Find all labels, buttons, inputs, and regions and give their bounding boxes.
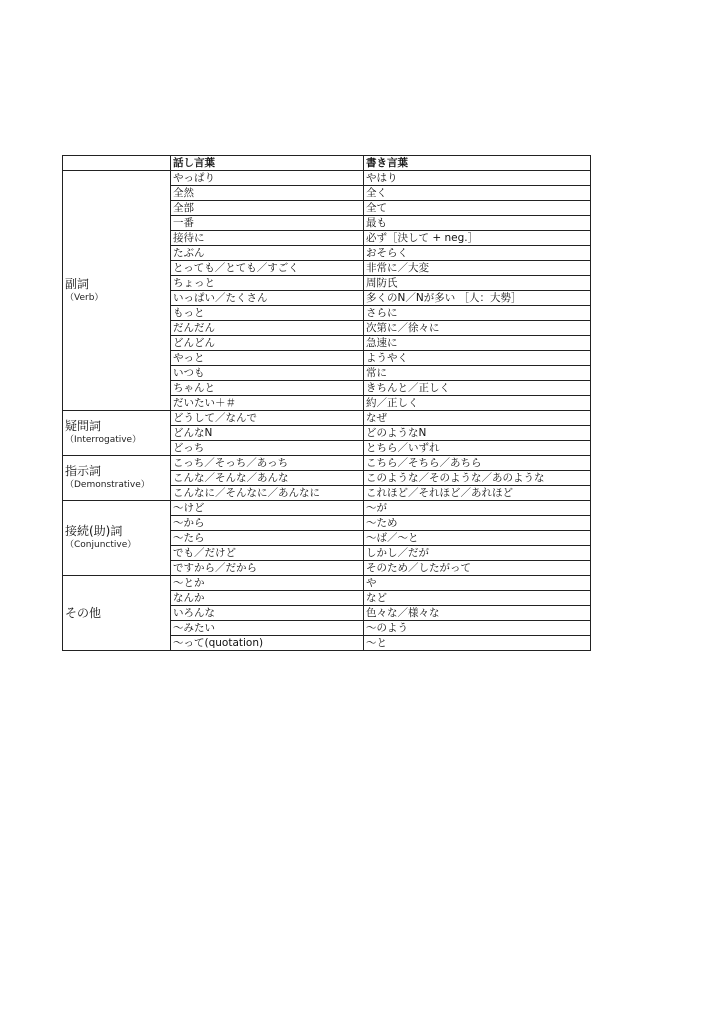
written-cell: 周防氏 bbox=[364, 276, 591, 291]
written-cell: これほど／それほど／あれほど bbox=[364, 486, 591, 501]
written-cell: 多くのN／Nが多い ［人：大勢］ bbox=[364, 291, 591, 306]
written-cell: 非常に／大変 bbox=[364, 261, 591, 276]
spoken-cell: いつも bbox=[171, 366, 364, 381]
category-label: 接続(助)詞 bbox=[65, 524, 123, 538]
written-cell: 約／正しく bbox=[364, 396, 591, 411]
category-label: 副詞 bbox=[65, 276, 90, 291]
spoken-cell: こんなに／そんなに／あんなに bbox=[171, 486, 364, 501]
category-label: 指示詞 bbox=[65, 464, 102, 478]
written-cell: このような／そのような／あのような bbox=[364, 471, 591, 486]
spoken-cell: いろんな bbox=[171, 606, 364, 621]
written-cell: きちんと／正しく bbox=[364, 381, 591, 396]
spoken-cell: どうして／なんで bbox=[171, 411, 364, 426]
spoken-cell: こんな／そんな／あんな bbox=[171, 471, 364, 486]
header-row bbox=[63, 156, 591, 171]
written-cell: ～が bbox=[364, 501, 591, 516]
category-english-label: （Conjunctive） bbox=[65, 540, 137, 550]
written-cell: なぜ bbox=[364, 411, 591, 426]
spoken-cell: ～って(quotation) bbox=[171, 636, 364, 651]
written-cell: 次第に／徐々に bbox=[364, 321, 591, 336]
category-label: 疑問詞 bbox=[65, 419, 102, 433]
spoken-cell: 全然 bbox=[171, 186, 364, 201]
spoken-cell: もっと bbox=[171, 306, 364, 321]
written-cell: どのようなN bbox=[364, 426, 591, 441]
spoken-cell: ～とか bbox=[171, 576, 364, 591]
written-cell: とちら／いずれ bbox=[364, 441, 591, 456]
written-cell: 最も bbox=[364, 216, 591, 231]
header-blank-cell bbox=[63, 156, 171, 171]
written-cell: ～と bbox=[364, 636, 591, 651]
table-row bbox=[63, 411, 591, 426]
written-cell: ～ば／～と bbox=[364, 531, 591, 546]
table-body bbox=[63, 171, 591, 651]
spoken-cell: 全部 bbox=[171, 201, 364, 216]
spoken-cell: いっぱい／たくさん bbox=[171, 291, 364, 306]
category-label: その他 bbox=[65, 606, 102, 620]
spoken-cell: ～から bbox=[171, 516, 364, 531]
spoken-cell: どんどん bbox=[171, 336, 364, 351]
written-cell: 全て bbox=[364, 201, 591, 216]
spoken-cell: ちゃんと bbox=[171, 381, 364, 396]
table-row bbox=[63, 576, 591, 591]
written-cell: 必ず［決して + neg.］ bbox=[364, 231, 591, 246]
written-cell: や bbox=[364, 576, 591, 591]
written-cell: 急速に bbox=[364, 336, 591, 351]
spoken-cell: ～けど bbox=[171, 501, 364, 516]
category-english-label: （Interrogative） bbox=[65, 435, 142, 445]
spoken-cell: どんなN bbox=[171, 426, 364, 441]
spoken-cell: ちょっと bbox=[171, 276, 364, 291]
header-written: 書き言葉 bbox=[364, 156, 591, 171]
category-english-label: （Demonstrative） bbox=[65, 480, 150, 490]
written-cell: おそらく bbox=[364, 246, 591, 261]
written-cell: こちら／そちら／あちら bbox=[364, 456, 591, 471]
vocabulary-table bbox=[62, 155, 591, 651]
table-row bbox=[63, 456, 591, 471]
written-cell: 常に bbox=[364, 366, 591, 381]
spoken-cell: 一番 bbox=[171, 216, 364, 231]
spoken-cell: どっち bbox=[171, 441, 364, 456]
spoken-cell: だいたい＋＃ bbox=[171, 396, 364, 411]
spoken-cell: だんだん bbox=[171, 321, 364, 336]
spoken-cell: ～みたい bbox=[171, 621, 364, 636]
written-cell: さらに bbox=[364, 306, 591, 321]
category-cell bbox=[63, 501, 171, 576]
spoken-cell: ですから／だから bbox=[171, 561, 364, 576]
category-cell bbox=[63, 456, 171, 501]
table-row bbox=[63, 171, 591, 186]
category-cell bbox=[63, 171, 171, 411]
spoken-cell: でも／だけど bbox=[171, 546, 364, 561]
spoken-cell: こっち／そっち／あっち bbox=[171, 456, 364, 471]
written-cell: ～のよう bbox=[364, 621, 591, 636]
spoken-cell: やっと bbox=[171, 351, 364, 366]
spoken-cell: 接待に bbox=[171, 231, 364, 246]
table-row bbox=[63, 501, 591, 516]
spoken-cell: ～たら bbox=[171, 531, 364, 546]
written-cell: ようやく bbox=[364, 351, 591, 366]
header-spoken: 話し言葉 bbox=[171, 156, 364, 171]
written-cell: など bbox=[364, 591, 591, 606]
category-cell bbox=[63, 411, 171, 456]
category-cell bbox=[63, 576, 171, 651]
written-cell: やはり bbox=[364, 171, 591, 186]
category-english-label: （Verb） bbox=[65, 292, 104, 303]
written-cell: 色々な／様々な bbox=[364, 606, 591, 621]
written-cell: そのため／したがって bbox=[364, 561, 591, 576]
spoken-cell: とっても／とても／すごく bbox=[171, 261, 364, 276]
written-cell: 全く bbox=[364, 186, 591, 201]
written-cell: しかし／だが bbox=[364, 546, 591, 561]
spoken-cell: なんか bbox=[171, 591, 364, 606]
spoken-cell: たぶん bbox=[171, 246, 364, 261]
written-cell: ～ため bbox=[364, 516, 591, 531]
spoken-cell: やっぱり bbox=[171, 171, 364, 186]
